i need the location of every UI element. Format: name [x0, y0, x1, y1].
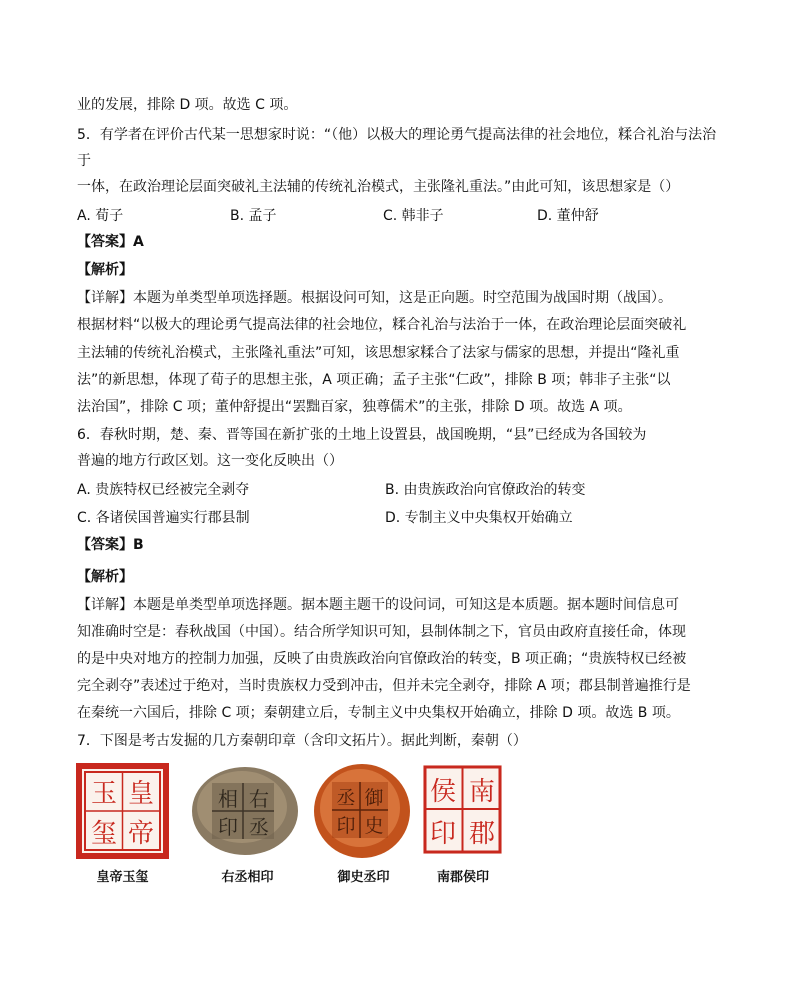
question-5-stem-cont: 于	[77, 153, 91, 169]
seal-right-chancellor	[190, 765, 300, 857]
seal-4-glyph: 印	[429, 819, 457, 849]
q6-detail: 完全剥夺”表述过于绝对，当时贵族权力受到冲击，但并未完全剥夺，排除 A 项；郡县制普遍推行是	[77, 678, 691, 694]
seal-nanjun-marquis-image	[420, 762, 505, 857]
question-5-stem-cont: 一体，在政治理论层面突破礼主法辅的传统礼治模式，主张隆礼重法。”由此可知，该思想家是（）	[77, 179, 680, 195]
q6-detail: 在秦统一六国后，排除 C 项；秦朝建立后，专制主义中央集权开始确立，排除 D 项。故选 B 项。	[77, 705, 680, 721]
seal-3-glyph: 史	[364, 815, 384, 837]
q6-option-c: C. 各诸侯国普遍实行郡县制	[77, 510, 250, 526]
seal-imperial-jade	[75, 762, 170, 860]
q6-detail: 知准确时空是：春秋战国（中国）。结合所学知识可知，县制体制之下，官员由政府直接任命，体现	[77, 624, 686, 640]
q5-analysis-heading: 【解析】	[77, 262, 133, 278]
question-7-stem: 7．下图是考古发掘的几方秦朝印章（含印文拓片）。据此判断，秦朝（）	[77, 733, 527, 749]
q6-detail: 的是中央对地方的控制力加强，反映了由贵族政治向官僚政治的转变，B 项正确；“贵族特权已经被	[77, 651, 687, 667]
seal-4-caption: 南郡侯印	[436, 870, 489, 885]
seal-3-glyph: 丞	[336, 787, 356, 809]
seal-imperial-jade-image	[75, 762, 170, 860]
seal-1-glyph: 皇	[127, 779, 155, 809]
seal-censor-assistant-image	[312, 762, 412, 860]
seal-nanjun-marquis	[420, 762, 505, 857]
seal-4-glyph: 郡	[468, 819, 496, 849]
q5-detail: 【详解】本题为单类型单项选择题。根据设问可知，这是正向题。时空范围为战国时期（战国）。	[77, 290, 672, 306]
seal-2-glyph: 右	[249, 787, 269, 811]
seal-3-glyph: 御	[364, 787, 384, 809]
seal-2-glyph: 相	[218, 787, 238, 811]
q6-option-b: B. 由贵族政治向官僚政治的转变	[385, 482, 586, 498]
q5-option-c: C. 韩非子	[383, 208, 444, 224]
seal-1-glyph: 玺	[90, 819, 118, 849]
q6-option-a: A. 贵族特权已经被完全剥夺	[77, 482, 250, 498]
q6-answer: 【答案】B	[77, 537, 144, 553]
seal-1-glyph: 帝	[127, 819, 155, 849]
question-6-stem-cont: 普遍的地方行政区划。这一变化反映出（）	[77, 453, 343, 469]
seal-2-glyph: 丞	[249, 815, 269, 839]
seal-2-glyph: 印	[218, 815, 238, 839]
q5-detail: 法”的新思想，体现了荀子的思想主张，A 项正确；孟子主张“仁政”，排除 B 项；韩非子主张“以	[77, 372, 671, 388]
q6-detail: 【详解】本题是单类型单项选择题。据本题主题干的设问词，可知这是本质题。据本题时间信息可	[77, 597, 679, 613]
seal-1-glyph: 玉	[90, 779, 118, 809]
q6-analysis-heading: 【解析】	[77, 569, 133, 585]
seal-censor-assistant	[312, 762, 412, 860]
seal-right-chancellor-image	[190, 765, 300, 857]
text-line: 业的发展，排除 D 项。故选 C 项。	[77, 97, 298, 113]
question-6-stem: 6．春秋时期，楚、秦、晋等国在新扩张的土地上设置县，战国晚期，“县”已经成为各国较为	[77, 427, 647, 443]
q5-option-a: A. 荀子	[77, 208, 124, 224]
seal-3-caption: 御史丞印	[337, 870, 390, 885]
seal-2-caption: 右丞相印	[221, 870, 274, 885]
seal-4-glyph: 南	[468, 777, 496, 807]
q5-detail: 根据材料“以极大的理论勇气提高法律的社会地位，糅合礼治与法治于一体，在政治理论层面突破礼	[77, 317, 687, 333]
seal-4-glyph: 侯	[429, 777, 457, 807]
q5-detail: 法治国”，排除 C 项；董仲舒提出“罢黜百家，独尊儒术”的主张，排除 D 项。故选 A 项。	[77, 399, 632, 415]
q5-answer: 【答案】A	[77, 234, 144, 250]
q5-option-b: B. 孟子	[230, 208, 277, 224]
seal-1-caption: 皇帝玉玺	[96, 870, 149, 885]
seal-3-glyph: 印	[336, 815, 356, 837]
q6-option-d: D. 专制主义中央集权开始确立	[385, 510, 573, 526]
q5-detail: 主法辅的传统礼治模式，主张隆礼重法”可知，该思想家糅合了法家与儒家的思想，并提出“隆礼重	[77, 345, 680, 361]
question-5-stem: 5．有学者在评价古代某一思想家时说：“（他）以极大的理论勇气提高法律的社会地位，糅合礼治与法治	[77, 127, 717, 143]
q5-option-d: D. 董仲舒	[537, 208, 599, 224]
